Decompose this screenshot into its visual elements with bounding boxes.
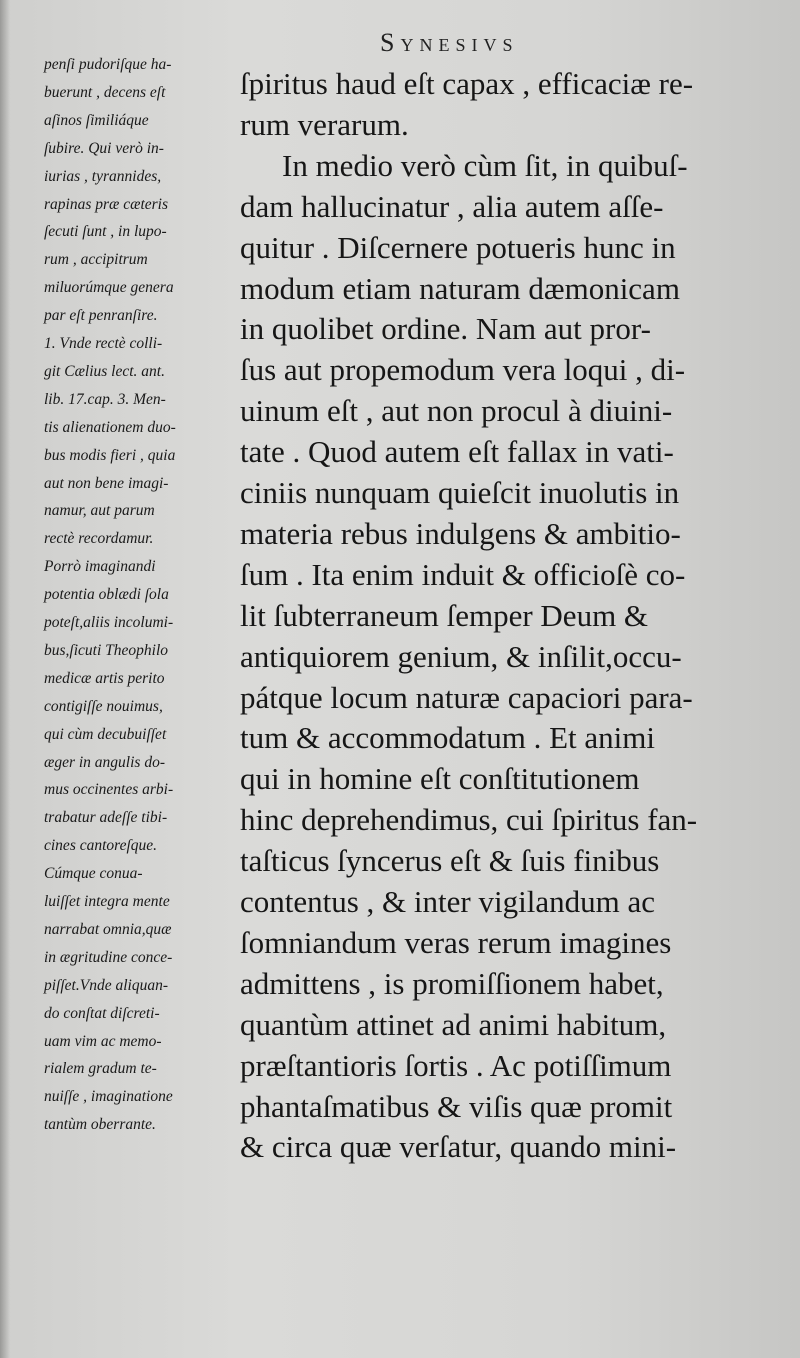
margin-note-line: rapinas præ cæteris [44,195,169,213]
margin-note-line: lib. 17.cap. 3. Men- [44,390,166,408]
body-line: rum verarum. [240,106,409,142]
body-line: tum & accommodatum . Et animi [240,720,655,756]
margin-note-line: bus,ſicuti Theophilo [44,641,168,659]
margin-note-line: narrabat omnia,quæ [44,920,172,938]
margin-note-line: qui cùm decubuiſſet [44,725,167,743]
margin-note-line: Cúmque conua- [44,865,143,883]
body-line: ſpiritus haud eſt capax , efficaciæ re- [240,66,694,101]
body-line: ſomniandum veras rerum imagines [240,924,672,960]
margin-note-line: uam vim ac memo- [44,1032,162,1050]
margin-note-line: cines cantoreſque. [44,837,158,855]
body-line: pátque locum naturæ capaciori para- [240,679,693,715]
body-line: dam hallucinatur , alia autem aſſe- [240,188,664,224]
body-line: antiquiorem genium, & inſilit,occu- [240,638,682,674]
margin-note-line: buerunt , decens eſt [44,83,166,101]
body-line: tate . Quod autem eſt fallax in vati- [240,434,674,470]
margin-note-line: iurias , tyrannides, [44,167,162,185]
body-line: ciniis nunquam quieſcit inuolutis in [240,475,680,510]
margin-note-line: luiſſet integra mente [44,893,170,910]
body-line: qui in homine eſt conſtitutionem [240,761,640,797]
margin-note-line: æger in angulis do- [44,753,165,771]
body-line: contentus , & inter vigilandum ac [240,884,655,919]
body-line: præſtantioris ſortis . Ac potiſſimum [240,1047,672,1083]
margin-note-line: namur, aut parum [44,502,155,520]
margin-note-line: contigiſſe nouimus, [44,697,163,715]
margin-note-line: potentia oblædi ſola [44,586,169,604]
margin-note-line: par eſt penranſire. [44,307,158,325]
margin-note-line: medicæ artis perito [44,669,165,687]
body-line: In medio verò cùm ſit, in quibuſ- [282,147,688,183]
body-line: admittens , is promiſſionem habet, [240,965,664,1001]
margin-note-line: aſinos ſimiliáque [44,111,149,129]
body-line: materia rebus indulgens & ambitio- [240,515,681,551]
margin-note-line: rialem gradum te- [44,1060,157,1078]
margin-note-line: aut non bene imagi- [44,474,169,492]
body-line: quitur . Diſcernere potueris hunc in [240,229,676,265]
body-line: taſticus ſyncerus eſt & ſuis finibus [240,843,660,879]
body-line: hinc deprehendimus, cui ſpiritus fan- [240,802,698,838]
body-line: quantùm attinet ad animi habitum, [240,1006,667,1042]
margin-note-line: 1. Vnde rectè colli- [44,335,163,352]
body-line: phantaſmatibus & viſis quæ promit [240,1088,673,1124]
margin-note-line: bus modis fieri , quia [44,446,176,464]
margin-note-line: Porrò imaginandi [44,558,156,576]
body-line: ſum . Ita enim induit & officioſè co- [240,556,686,592]
body-line: in quolibet ordine. Nam aut pror- [240,311,651,347]
margin-note-line: in ægritudine conce- [44,948,173,966]
margin-note-line: git Cælius lect. ant. [44,362,165,380]
body-line: modum etiam naturam dæmonicam [240,270,680,306]
body-line: ſus aut propemodum vera loqui , di- [240,352,686,388]
margin-note-line: tantùm oberrante. [44,1116,156,1134]
margin-note-line: tis alienationem duo- [44,418,176,436]
margin-note-line: nuiſſe , imaginatione [44,1088,173,1106]
margin-note-line: poteſt,aliis incolumi- [44,614,174,631]
margin-note-line: miluorúmque genera [44,279,174,297]
margin-note-line: ſecuti ſunt , in lupo- [44,223,167,241]
margin-note-line: mus occinentes arbi- [44,781,174,799]
margin-note-line: rum , accipitrum [44,251,148,269]
margin-note-line: rectè recordamur. [44,530,154,548]
margin-note-line: trabatur adeſſe tibi- [44,809,168,827]
margin-note-line: do conſtat diſcreti- [44,1004,160,1022]
body-line: & circa quæ verſatur, quando mini- [240,1129,677,1165]
margin-note-line: ſubire. Qui verò in- [44,139,164,157]
margin-note-line: piſſet.Vnde aliquan- [44,976,168,994]
body-line: uinum eſt , aut non procul à diuini- [240,393,673,429]
body-line: lit ſubterraneum ſemper Deum & [240,597,649,633]
margin-note-line: penſi pudoriſque ha- [44,56,172,73]
running-head: Synesivs [380,28,519,57]
